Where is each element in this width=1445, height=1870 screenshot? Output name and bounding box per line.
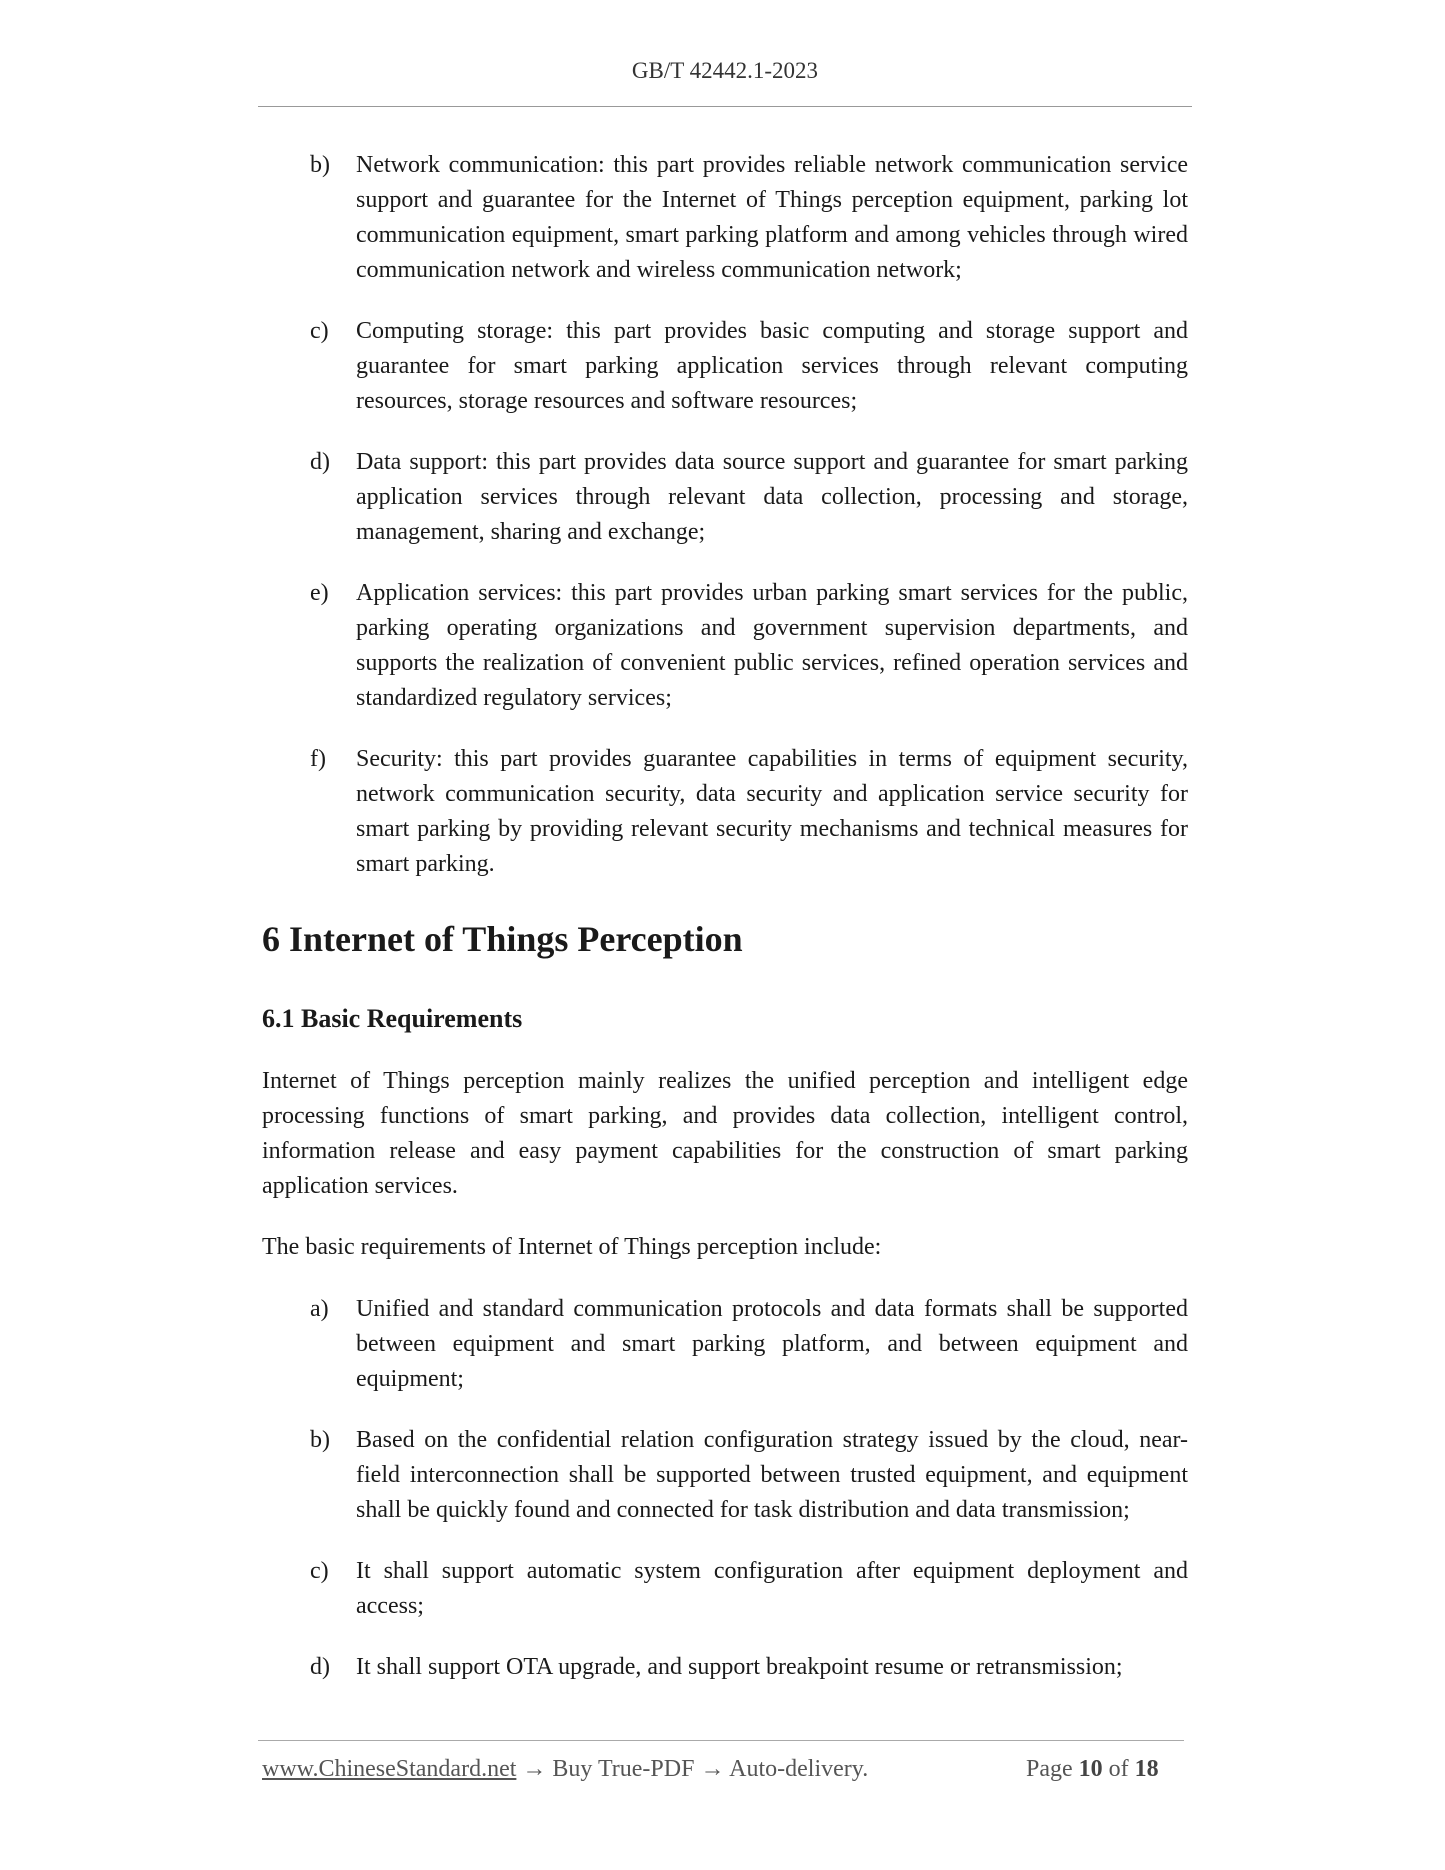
auto-delivery-text: Auto-delivery. — [729, 1756, 869, 1782]
list-item — [310, 1650, 1188, 1685]
list-item-text: Application services: this part provides urban parking smart services for the public, parking operating organizations and government supervision departments, and supports the realization of convenient public services, refined operation services and standardized regulatory services; — [356, 580, 1188, 711]
document-header — [258, 58, 1192, 84]
list-item-text: Data support: this part provides data source support and guarantee for smart parking application services through relevant data collection, processing and storage, management, sharing and exchange; — [356, 449, 1188, 545]
page-current: 10 — [1078, 1756, 1103, 1782]
footer-promo — [262, 1756, 868, 1783]
list-marker: c) — [310, 1558, 329, 1584]
section-heading: 6 Internet of Things Perception — [262, 919, 743, 959]
list-item — [310, 576, 1188, 716]
list-item — [310, 148, 1188, 288]
list-marker: d) — [310, 449, 330, 475]
buy-pdf-text: Buy True-PDF — [552, 1756, 695, 1782]
list-marker: c) — [310, 318, 329, 344]
list-item-text: It shall support OTA upgrade, and support breakpoint resume or retransmission; — [356, 1654, 1123, 1680]
page-label: Page — [1026, 1756, 1073, 1782]
subsection-heading: 6.1 Basic Requirements — [262, 1004, 523, 1033]
list-marker: d) — [310, 1654, 330, 1680]
requirements-lead-paragraph: The basic requirements of Internet of Things perception include: — [262, 1234, 882, 1260]
header-divider — [258, 106, 1192, 107]
list-item-text: It shall support automatic system configuration after equipment deployment and access; — [356, 1558, 1188, 1619]
list-item — [310, 314, 1188, 419]
list-marker: b) — [310, 152, 330, 178]
list-marker: e) — [310, 580, 329, 606]
of-label: of — [1108, 1756, 1129, 1782]
list-item-text: Unified and standard communication protocols and data formats shall be supported between equipment and smart parking platform, and between equipment and equipment; — [356, 1296, 1188, 1392]
list-item — [310, 742, 1188, 882]
intro-paragraph: Internet of Things perception mainly realizes the unified perception and intelligent edge processing functions of smart parking, and provides data collection, intelligent control, information release and easy payment capabilities for the construction of smart parking application services. — [262, 1068, 1188, 1199]
list-marker: a) — [310, 1296, 329, 1322]
arrow-right-icon: → — [522, 1756, 547, 1782]
footer-divider — [258, 1740, 1184, 1741]
list-item — [310, 1423, 1188, 1528]
list-marker: b) — [310, 1427, 330, 1453]
list-item-text: Security: this part provides guarantee capabilities in terms of equipment security, network communication security, data security and application service security for smart parking by providing relevant security mechanisms and technical measures for smart parking. — [356, 746, 1188, 877]
page-total: 18 — [1134, 1756, 1159, 1782]
list-marker: f) — [310, 746, 326, 772]
list-item — [310, 1554, 1188, 1624]
arrow-right-icon: → — [700, 1756, 725, 1782]
document-id: GB/T 42442.1-2023 — [631, 58, 819, 83]
list-item — [310, 445, 1188, 550]
list-item — [310, 1292, 1188, 1397]
list-item-text: Computing storage: this part provides basic computing and storage support and guarantee for smart parking application services through relevant computing resources, storage resources and software resources; — [356, 318, 1188, 414]
page-number — [1026, 1756, 1159, 1783]
list-item-text: Network communication: this part provides reliable network communication service support and guarantee for the Internet of Things perception equipment, parking lot communication equipment, smart parking platform and among vehicles through wired communication network and wireless communication network; — [356, 152, 1188, 283]
list-item-text: Based on the confidential relation configuration strategy issued by the cloud, near-field interconnection shall be supported between trusted equipment, and equipment shall be quickly found and connected for task distribution and data transmission; — [356, 1427, 1188, 1523]
site-link[interactable]: www.ChineseStandard.net — [262, 1756, 517, 1782]
